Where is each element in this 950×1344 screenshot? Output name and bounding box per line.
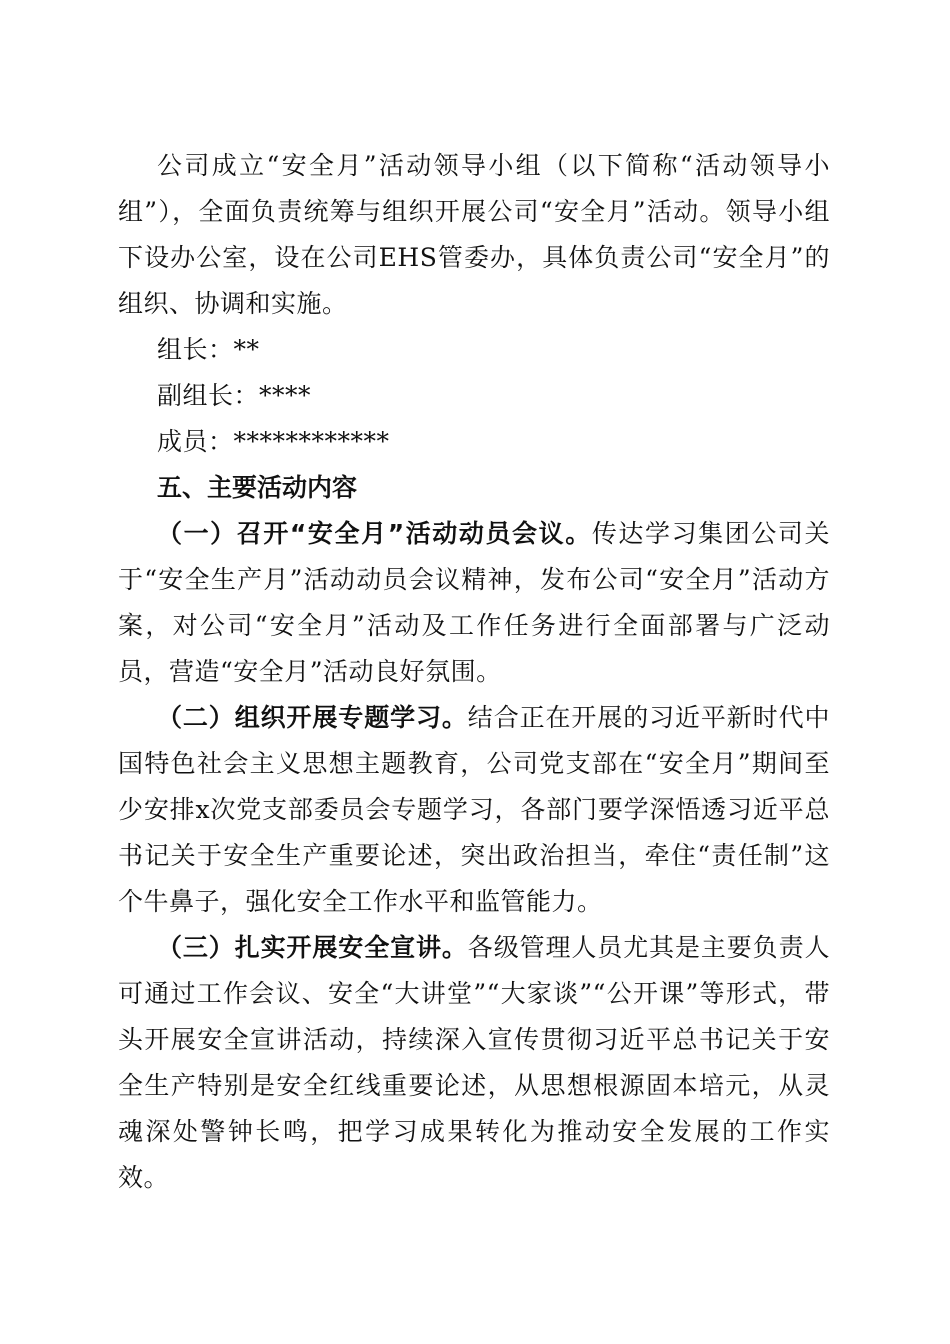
activity-title-1: （一）召开“安全月”活动动员会议。 <box>157 519 592 548</box>
activity-body-2: 结合正在开展的习近平新时代中国特色社会主义思想主题教育，公司党支部在“安全月”期间至少安排x次党支部委员会专题学习，各部门要学深悟透习近平总书记关于安全生产重要论述，突出政治担当，牵住“责任制”这个牛鼻子，强化安全工作水平和监管能力。 <box>118 703 830 916</box>
intro-paragraph: 公司成立“安全月”活动领导小组（以下简称“活动领导小组”），全面负责统筹与组织开展公司“安全月”活动。领导小组下设办公室，设在公司EHS管委办，具体负责公司“安全月”的组织、协调和实施。 <box>118 151 830 318</box>
activity-title-3: （三）扎实开展安全宣讲。 <box>157 933 468 962</box>
activity-paragraph-3 <box>118 925 830 1201</box>
document-body <box>118 143 830 1201</box>
activity-paragraph-2 <box>118 695 830 925</box>
activity-title-2: （二）组织开展专题学习。 <box>157 703 468 732</box>
activity-body-1: 传达学习集团公司关于“安全生产月”活动动员会议精神，发布公司“安全月”活动方案，对公司“安全月”活动及工作任务进行全面部署与广泛动员，营造“安全月”活动良好氛围。 <box>118 519 830 686</box>
deputy-leader-line: 副组长：**** <box>157 381 312 410</box>
activity-body-3: 各级管理人员尤其是主要负责人可通过工作会议、安全“大讲堂”“大家谈”“公开课”等形式，带头开展安全宣讲活动，持续深入宣传贯彻习近平总书记关于安全生产特别是安全红线重要论述，从思想根源固本培元，从灵魂深处警钟长鸣，把学习成果转化为推动安全发展的工作实效。 <box>118 933 830 1192</box>
section-heading: 五、主要活动内容 <box>157 473 358 502</box>
members-line: 成员：************ <box>157 427 390 456</box>
activity-paragraph-1 <box>118 511 830 695</box>
leader-line: 组长：** <box>157 335 260 364</box>
